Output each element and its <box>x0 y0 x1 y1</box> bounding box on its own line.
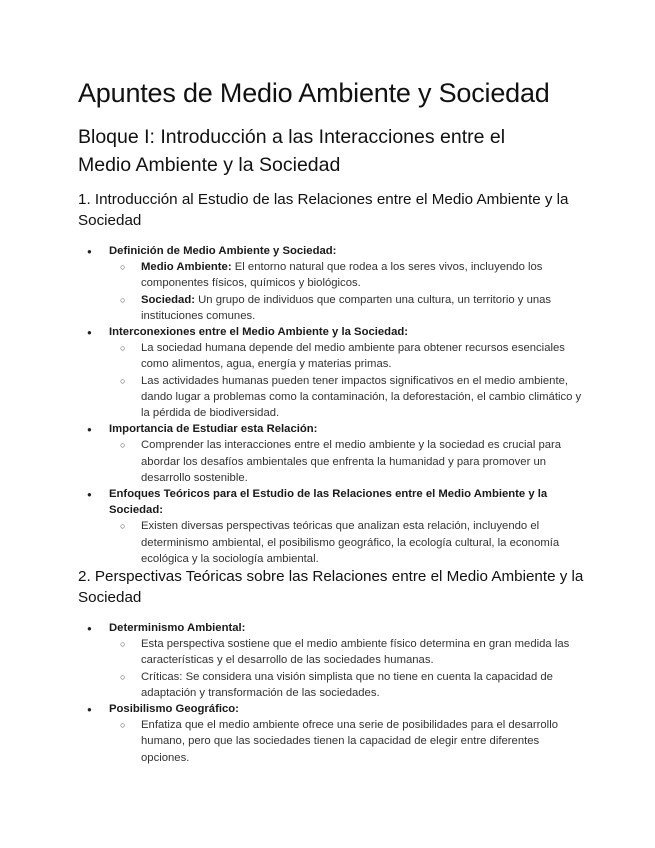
sub-list-item <box>109 292 583 324</box>
sub-list <box>109 636 583 701</box>
sub-item-text: Esta perspectiva sostiene que el medio ambiente físico determina en gran medida las características y el desarrollo de las sociedades humanas. <box>141 638 570 667</box>
list-item-label: ● Definición de Medio Ambiente y Sociedad: <box>109 245 337 257</box>
sub-item-text: El entorno natural que rodea a los seres vivos, incluyendo los componentes físicos, químicos y biológicos. <box>141 261 543 290</box>
sub-item-term: Sociedad: <box>141 293 195 306</box>
sub-list-item <box>109 518 583 567</box>
sub-list <box>109 717 583 766</box>
list-item <box>78 701 583 766</box>
list-item-label: ● Determinismo Ambiental: <box>109 622 246 634</box>
sub-item-text: Comprender las interacciones entre el medio ambiente y la sociedad es crucial para abordar los desafíos ambientales que enfrenta la humanidad y para promover un desarrollo sostenible. <box>141 439 562 484</box>
list-item-label: ● Interconexiones entre el Medio Ambiente y la Sociedad: <box>109 326 409 339</box>
sub-list-item <box>109 340 583 372</box>
section-1-list <box>78 243 583 567</box>
section-2-title: 2. Perspectivas Teóricas sobre las Relaciones entre el Medio Ambiente y la Sociedad <box>78 568 584 606</box>
sub-item-text: Enfatiza que el medio ambiente ofrece una serie de posibilidades para el desarrollo humano, pero que las sociedades tienen la capacidad de elegir entre diferentes opciones. <box>141 719 558 764</box>
list-item <box>78 421 583 486</box>
sub-item-text: Críticas: Se considera una visión simplista que no tiene en cuenta la capacidad de adaptación y transformación de las sociedades. <box>141 670 553 699</box>
sub-list <box>109 340 583 421</box>
sub-item-term: Medio Ambiente: <box>141 261 232 274</box>
block-title: Bloque I: Introducción a las Interacciones entre el Medio Ambiente y la Sociedad <box>78 126 506 176</box>
sub-item-text: La sociedad humana depende del medio ambiente para obtener recursos esenciales como alimentos, agua, energía y materias primas. <box>141 342 565 371</box>
list-item <box>78 324 583 421</box>
document-title: Apuntes de Medio Ambiente y Sociedad <box>78 78 550 108</box>
sub-list-item <box>109 437 583 486</box>
sub-list-item <box>109 373 583 422</box>
list-item <box>78 620 583 701</box>
list-item-label: ● Enfoques Teóricos para el Estudio de las Relaciones entre el Medio Ambiente y la Sociedad: <box>109 488 548 517</box>
list-item-label: ● Posibilismo Geográfico: <box>109 703 239 716</box>
sub-list <box>109 437 583 486</box>
list-item <box>78 486 583 567</box>
sub-list <box>109 259 583 324</box>
sub-item-text: Las actividades humanas pueden tener impactos significativos en el medio ambiente, dando lugar a problemas como la contaminación, la deforestación, el cambio climático y la pérdida de biodiversidad. <box>141 374 582 420</box>
list-item <box>78 243 583 324</box>
list-item-label: ● Importancia de Estudiar esta Relación: <box>109 423 318 436</box>
section-2-list <box>78 620 583 766</box>
sub-list-item <box>109 636 583 668</box>
sub-list <box>109 518 583 567</box>
sub-list-item <box>109 717 583 766</box>
sub-list-item <box>109 669 583 701</box>
sub-item-text: Un grupo de individuos que comparten una cultura, un territorio y unas instituciones comunes. <box>141 293 552 322</box>
sub-item-text: Existen diversas perspectivas teóricas que analizan esta relación, incluyendo el determinismo ambiental, el posibilismo geográfico, la ecología cultural, la economía ecológica y la sociología ambiental. <box>141 520 560 565</box>
section-1-title: 1. Introducción al Estudio de las Relaciones entre el Medio Ambiente y la Sociedad <box>78 191 569 229</box>
sub-list-item <box>109 259 583 291</box>
